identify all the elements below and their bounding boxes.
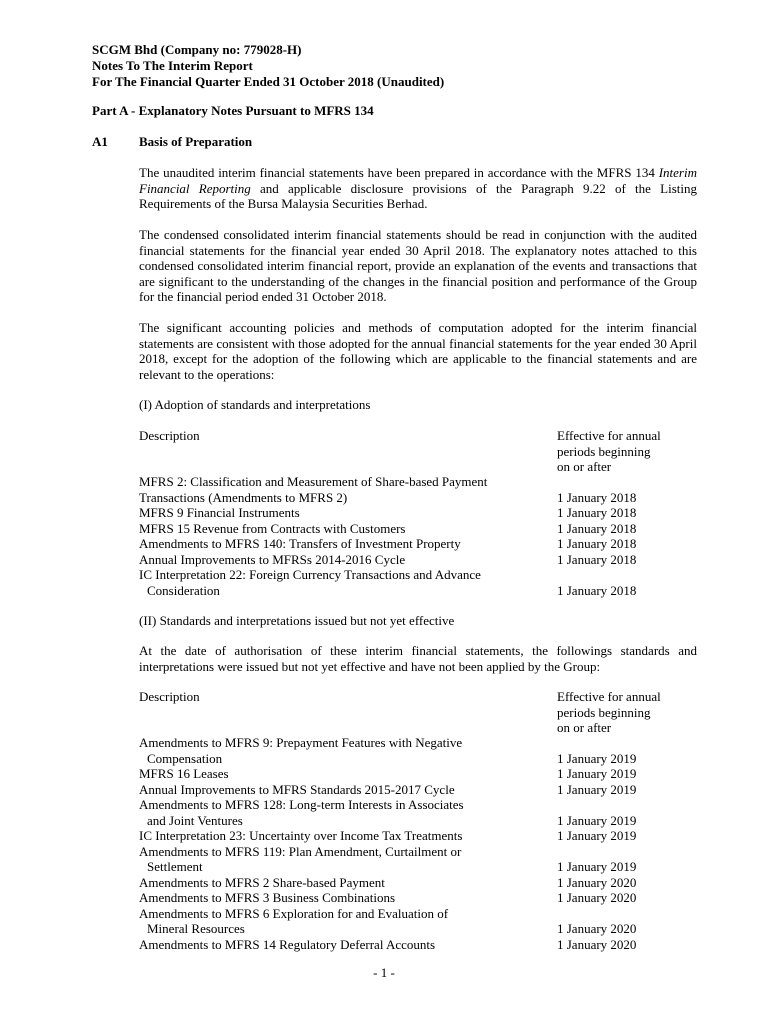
description-line: Amendments to MFRS 6 Exploration for and Evaluation of [139,905,449,921]
description-line: Annual Improvements to MFRSs 2014-2016 Cycle [139,551,406,567]
description-line: MFRS 2: Classification and Measurement of Share-based Payment [139,474,488,489]
description-line: Amendments to MFRS 14 Regulatory Deferral Accounts [139,936,436,952]
table-row [139,828,699,844]
row-description [139,890,557,906]
row-description [139,906,557,937]
row-description [139,567,557,598]
description-line: Amendments to MFRS 119: Plan Amendment, Curtailment or [139,843,462,859]
table-1-effective-header-line: periods beginning [557,443,651,459]
table-row [139,844,699,875]
table-2-effective-header-line: on or after [557,720,612,735]
row-description [139,797,557,828]
row-effective-date: 1 January 2019 [557,828,637,843]
row-effective-date: 1 January 2020 [557,936,637,952]
row-effective-date: 1 January 2018 [557,536,637,551]
description-line: Annual Improvements to MFRS Standards 2015-2017 Cycle [139,781,455,797]
row-effective-date: 1 January 2018 [557,582,637,598]
description-line: Compensation [147,750,223,766]
part-heading: Part A - Explanatory Notes Pursuant to MFRS 134 [92,103,374,118]
table-row [139,521,699,537]
table-2-effective-header-line: Effective for annual [557,689,661,704]
description-line: Amendments to MFRS 3 Business Combinations [139,890,396,905]
description-line: Transactions (Amendments to MFRS 2) [139,489,348,505]
row-description [139,875,557,891]
table-1-effective-header [557,428,661,475]
paragraph-1-start: The unaudited interim financial statements have been prepared in accordance with the MFRS 134 [139,165,659,180]
description-line: Consideration [147,582,220,598]
paragraph-1-italic: Interim Financial Reporting [139,165,697,196]
table-1-effective-header-line: Effective for annual [557,428,661,443]
paragraph-1 [139,165,697,212]
row-description [139,474,557,505]
row-description [139,782,557,798]
row-description [139,521,557,537]
description-line: and Joint Ventures [147,812,243,828]
table-2-effective-header-line: periods beginning [557,704,651,720]
table-2 [139,735,699,952]
table-2-heading: (II) Standards and interpretations issued but not yet effective [139,613,455,628]
section-number: A1 [92,134,108,149]
row-effective-date: 1 January 2018 [557,505,637,520]
row-description [139,536,557,552]
report-title: Notes To The Interim Report [92,58,253,73]
table-row [139,890,699,906]
row-effective-date: 1 January 2019 [557,750,637,766]
row-description [139,766,557,782]
table-1-effective-header-line: on or after [557,459,612,474]
document-header [92,42,444,90]
row-description [139,937,557,953]
report-period: For The Financial Quarter Ended 31 October 2018 (Unaudited) [92,74,445,89]
row-effective-date: 1 January 2019 [557,812,637,828]
description-line: IC Interpretation 22: Foreign Currency Transactions and Advance [139,567,481,582]
table-2-intro: At the date of authorisation of these interim financial statements, the followings standards and interpretations were issued but not yet effective and have not been applied by the Group: [139,643,697,674]
row-effective-date: 1 January 2020 [557,874,637,890]
table-row [139,937,699,953]
description-line: MFRS 15 Revenue from Contracts with Customers [139,520,406,536]
table-row [139,567,699,598]
page-number: - 1 - [373,965,395,980]
row-effective-date: 1 January 2019 [557,859,637,874]
description-line: Amendments to MFRS 2 Share-based Payment [139,874,385,890]
table-1 [139,474,699,598]
table-2-effective-header [557,689,661,736]
row-description [139,552,557,568]
description-line: MFRS 9 Financial Instruments [139,505,300,520]
paragraph-3: The significant accounting policies and methods of computation adopted for the interim financial statements are consistent with those adopted for the annual financial statements for the year ended 30 April 2018, except for the adoption of the following which are applicable to the financial statements and are relevant to the operations: [139,320,697,382]
description-line: Settlement [147,859,203,874]
row-effective-date: 1 January 2018 [557,489,637,505]
row-description [139,828,557,844]
row-effective-date: 1 January 2020 [557,921,637,936]
description-line: IC Interpretation 23: Uncertainty over Income Tax Treatments [139,828,463,843]
description-line: Amendments to MFRS 140: Transfers of Investment Property [139,536,461,551]
table-row [139,766,699,782]
table-row [139,474,699,505]
row-effective-date: 1 January 2020 [557,890,637,905]
table-row [139,735,699,766]
table-1-description-header: Description [139,428,200,443]
row-effective-date: 1 January 2018 [557,520,637,536]
paragraph-2: The condensed consolidated interim financial statements should be read in conjunction with the audited financial statements for the financial year ended 30 April 2018. The explanatory notes attached to this condensed consolidated interim financial report, provide an explanation of the events and transactions that are significant to the understanding of the changes in the financial position and performance of the Group for the financial period ended 31 October 2018. [139,227,697,304]
table-1-heading: (I) Adoption of standards and interpretations [139,397,371,412]
table-2-description-header: Description [139,689,200,704]
table-row [139,797,699,828]
paragraph-1-end: and applicable disclosure provisions of the Paragraph 9.22 of the Listing Requirements of the Bursa Malaysia Securities Berhad. [139,180,697,211]
description-line: Mineral Resources [147,921,245,936]
section-title: Basis of Preparation [139,134,253,149]
company-name: SCGM Bhd (Company no: 779028-H) [92,42,302,57]
row-effective-date: 1 January 2019 [557,781,637,797]
row-description [139,735,557,766]
row-description [139,505,557,521]
description-line: Amendments to MFRS 9: Prepayment Features with Negative [139,735,463,750]
row-effective-date: 1 January 2018 [557,551,637,567]
description-line: MFRS 16 Leases [139,766,229,781]
row-description [139,844,557,875]
table-row [139,505,699,521]
table-row [139,536,699,552]
row-effective-date: 1 January 2019 [557,766,637,781]
table-row [139,552,699,568]
table-row [139,782,699,798]
table-row [139,906,699,937]
table-row [139,875,699,891]
description-line: Amendments to MFRS 128: Long-term Interests in Associates [139,797,464,812]
